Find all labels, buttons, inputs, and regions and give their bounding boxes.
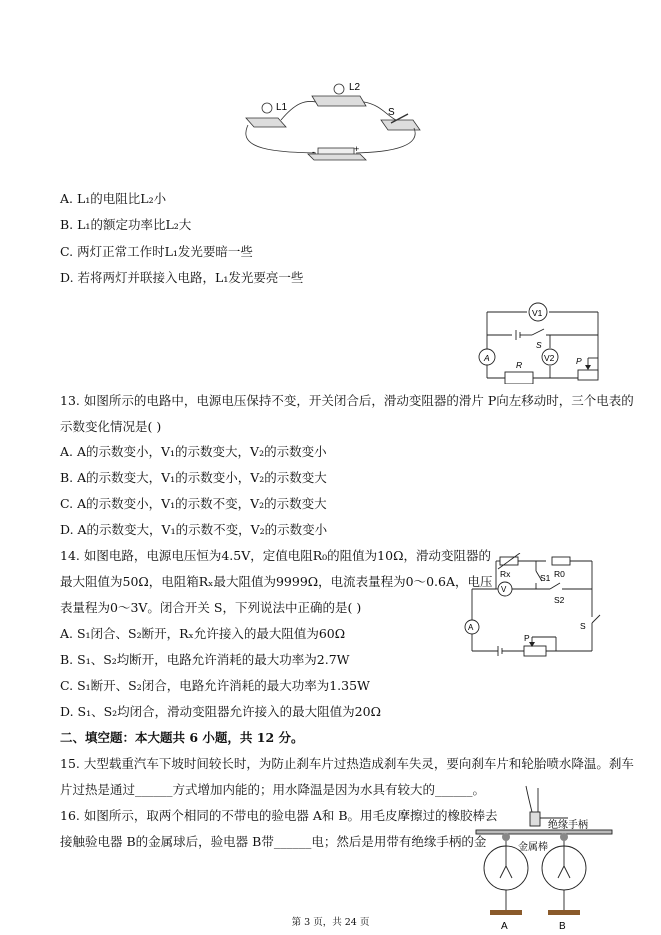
metal-ball-a-icon [502,833,510,841]
a-label: A [468,623,474,632]
q14-option-c: C. S₁断开、S₂闭合，电路允许消耗的最大功率为1.35W [60,678,370,693]
q14-stem-line2: 最大阻值为50Ω，电阻箱Rₓ最大阻值为9999Ω，电流表量程为0～0.6A，电压 [60,574,493,589]
rx-label: Rx [500,569,511,579]
p-label: P [524,633,530,643]
q12-option-c: C. 两灯正常工作时L₁发光要暗一些 [60,244,253,259]
q12-option-a: A. L₁的电阻比L₂小 [60,191,167,206]
section-heading: 二、填空题：本大题共 6 小题，共 12 分。 [60,730,304,745]
electroscope-b-label: B [559,921,566,932]
q13-circuit-figure [472,302,607,384]
bulb-l2-icon [334,84,344,94]
s-label: S [580,621,586,631]
q13-option-d: D. A的示数变大，V₁的示数不变，V₂的示数变小 [60,522,328,537]
q14-circuit-figure [460,553,605,663]
metal-rod-label: 金属棒 [518,842,548,853]
s2-label: S2 [554,595,565,605]
q16-electroscope-figure [468,782,618,932]
q16-line1: 16. 如图所示，取两个相同的不带电的验电器 A和 B。用毛皮摩擦过的橡胶棒去 [60,808,498,823]
v1-label: V1 [532,308,543,318]
q14-option-a: A. S₁闭合、S₂断开，Rₓ允许接入的最大阻值为60Ω [60,626,346,641]
v2-label: V2 [544,353,555,363]
q13-option-a: A. A的示数变小，V₁的示数变大，V₂的示数变小 [60,444,327,459]
bulb-l1-icon [262,103,272,113]
q16-line2: 接触验电器 B的金属球后，验电器 B带______电；然后是用带有绝缘手柄的金 [60,834,487,849]
plus-label: + [354,144,360,154]
q14-option-d: D. S₁、S₂均闭合，滑动变阻器允许接入的最大阻值为20Ω [60,704,381,719]
q12-circuit-figure [236,80,426,165]
q15-line2: 片过热是通过______方式增加内能的；用水降温是因为水具有较大的______。 [60,782,486,797]
q14-option-b: B. S₁、S₂均断开，电路允许消耗的最大功率为2.7W [60,652,350,667]
switch-label: S [388,107,395,118]
q14-stem-line1: 14. 如图电路，电源电压恒为4.5V，定值电阻R₀的阻值为10Ω，滑动变阻器的 [60,548,491,563]
v-label: V [501,585,507,594]
electroscope-a-label: A [501,921,508,932]
q13-option-b: B. A的示数变大，V₁的示数变小，V₂的示数变大 [60,470,327,485]
resistor-r-label: R [516,360,523,370]
r0-label: R0 [554,569,565,579]
q12-option-b: B. L₁的额定功率比L₂大 [60,217,192,232]
minus-label: - [312,147,315,157]
l2-label: L2 [349,82,361,93]
insulated-handle-label: 绝缘手柄 [548,820,588,831]
q15-line1: 15. 大型载重汽车下坡时间较长时，为防止刹车片过热造成刹车失灵，要向刹车片和轮胎喷水降温。刹车 [60,756,634,771]
page-footer: 第 3 页，共 24 页 [291,917,370,928]
slider-p-label: P [576,356,582,366]
metal-ball-b-icon [560,833,568,841]
q13-option-c: C. A的示数变小，V₁的示数不变，V₂的示数变大 [60,496,327,511]
s1-label: S1 [540,573,551,583]
q13-stem-line1: 13. 如图所示的电路中，电源电压保持不变，开关闭合后，滑动变阻器的滑片 P向左移动时，三个电表的 [60,393,634,408]
ammeter-label: A [484,353,490,363]
switch-s-label: S [536,340,542,350]
q13-stem-line2: 示数变化情况是( ) [60,419,162,434]
q12-option-d: D. 若将两灯并联接入电路，L₁发光要亮一些 [60,270,304,285]
q14-stem-line3: 表量程为0～3V。闭合开关 S，下列说法中正确的是( ) [60,600,362,615]
l1-label: L1 [276,102,288,113]
